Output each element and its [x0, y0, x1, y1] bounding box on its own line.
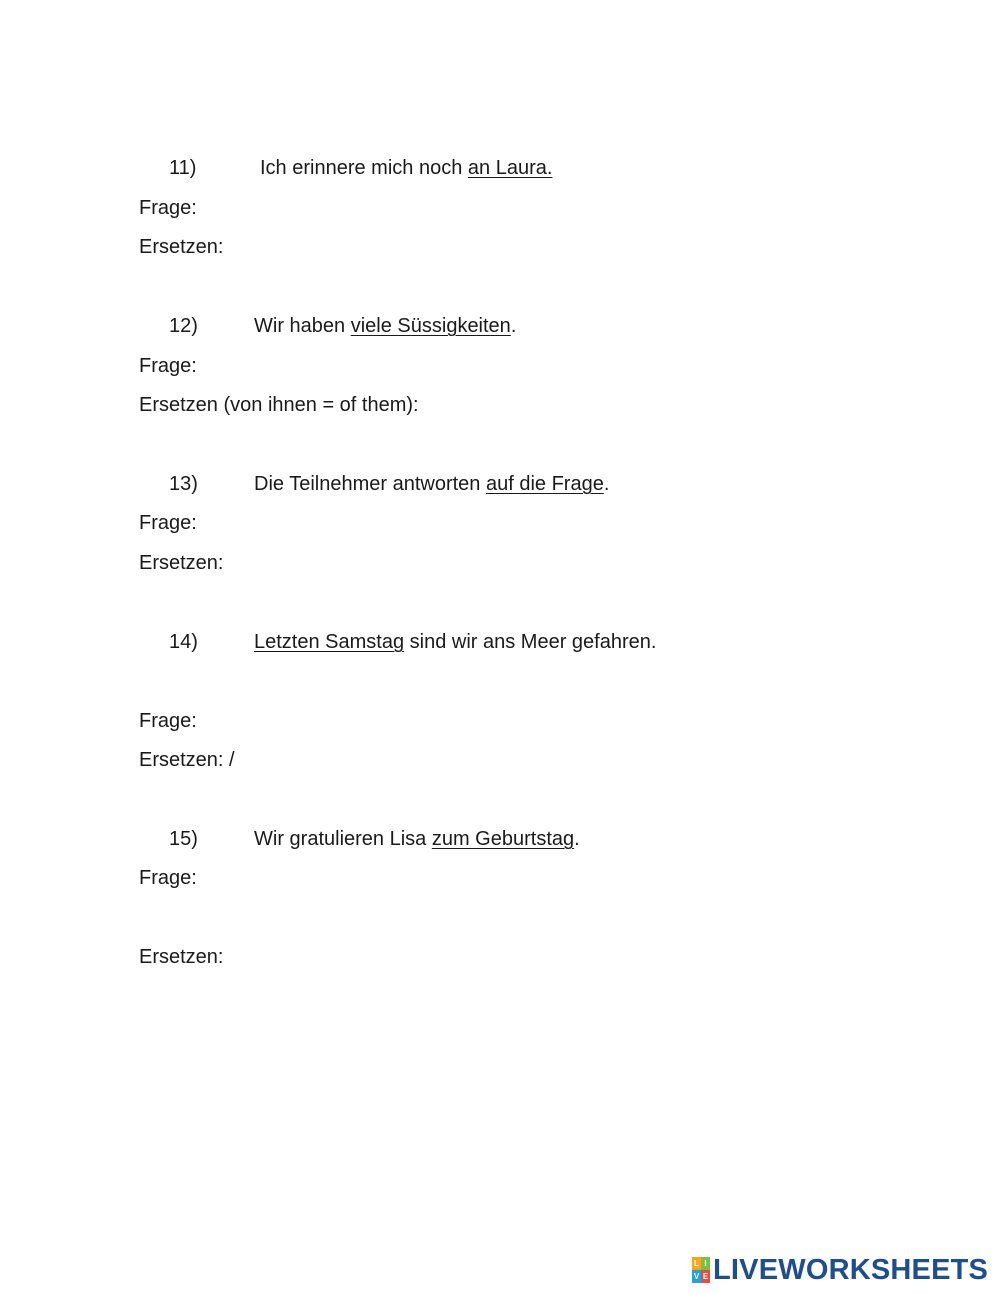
ersetzen-label: Ersetzen:	[139, 946, 224, 968]
logo-text: LIVEWORKSHEETS	[713, 1253, 989, 1286]
underlined-phrase: zum Geburtstag	[431, 828, 575, 850]
underlined-phrase: an Laura.	[467, 157, 553, 179]
underlined-phrase: Letzten Samstag	[254, 631, 405, 653]
frage-label: Frage:	[139, 512, 197, 534]
liveworksheets-logo	[692, 1254, 988, 1286]
item-number: 12)	[169, 315, 198, 337]
item-number: 15)	[169, 828, 198, 850]
underlined-phrase: viele Süssigkeiten	[350, 315, 511, 337]
frage-label: Frage:	[139, 867, 197, 889]
frage-label: Frage:	[139, 197, 197, 219]
underlined-phrase: auf die Frage	[485, 473, 604, 495]
frage-label: Frage:	[139, 355, 197, 377]
ersetzen-label: Ersetzen (von ihnen = of them):	[139, 394, 419, 416]
sentence: Ich erinnere mich noch an Laura.	[260, 157, 553, 179]
ersetzen-label: Ersetzen:	[139, 236, 224, 258]
live-badge-icon: L I V E	[693, 1259, 709, 1281]
frage-label: Frage:	[139, 710, 197, 732]
sentence: Wir haben viele Süssigkeiten.	[254, 315, 517, 337]
item-number: 13)	[169, 473, 198, 495]
sentence: Letzten Samstag sind wir ans Meer gefahren.	[254, 631, 657, 653]
item-number: 11)	[169, 157, 197, 179]
sentence: Die Teilnehmer antworten auf die Frage.	[254, 473, 610, 495]
ersetzen-label: Ersetzen: /	[139, 749, 235, 771]
item-number: 14)	[169, 631, 198, 653]
ersetzen-label: Ersetzen:	[139, 552, 224, 574]
sentence: Wir gratulieren Lisa zum Geburtstag.	[254, 828, 580, 850]
